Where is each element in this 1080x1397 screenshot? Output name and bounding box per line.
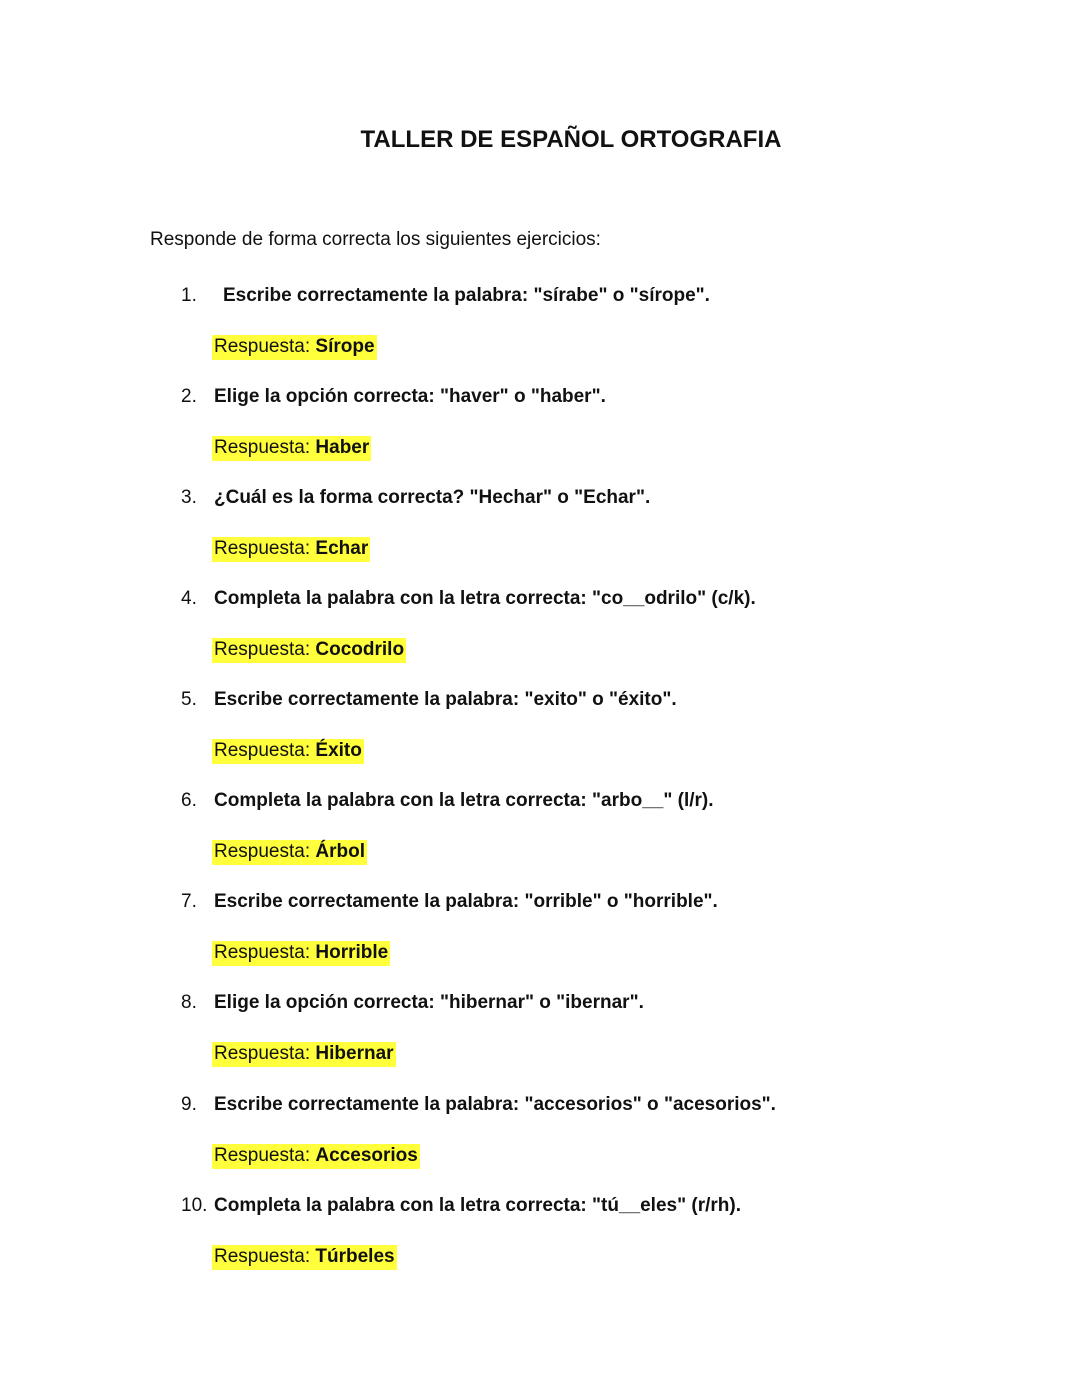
answer-label: Respuesta: (214, 1246, 311, 1267)
answer-value: Echar (315, 538, 369, 559)
answer-value: Accesorios (315, 1145, 418, 1166)
answer-label: Respuesta: (214, 336, 311, 357)
answer-label: Respuesta: (214, 538, 311, 559)
answer-value: Éxito (315, 740, 362, 761)
exercise-question: Completa la palabra con la letra correcta: "co__odrilo" (c/k). (214, 588, 756, 609)
exercise-question: Escribe correctamente la palabra: "accesorios" o "acesorios". (214, 1094, 776, 1115)
exercise-answer (212, 1042, 396, 1067)
exercise-question: Elige la opción correcta: "hibernar" o "ibernar". (214, 992, 644, 1013)
instructions-text: Responde de forma correcta los siguientes ejercicios: (150, 229, 601, 250)
exercise-question: Escribe correctamente la palabra: "exito" o "éxito". (214, 689, 677, 710)
exercise-answer (212, 537, 370, 562)
exercise-question: ¿Cuál es la forma correcta? "Hechar" o "Echar". (214, 487, 651, 508)
answer-label: Respuesta: (214, 1043, 311, 1064)
answer-value: Horrible (315, 942, 389, 963)
exercise-number: 10. (181, 1195, 208, 1216)
exercise-number: 7. (181, 891, 197, 912)
answer-value: Hibernar (315, 1043, 394, 1064)
exercise-number: 9. (181, 1094, 197, 1115)
answer-label: Respuesta: (214, 1145, 311, 1166)
answer-label: Respuesta: (214, 437, 311, 458)
exercise-number: 5. (181, 689, 197, 710)
document-title: TALLER DE ESPAÑOL ORTOGRAFIA (360, 126, 782, 153)
exercise-number: 4. (181, 588, 197, 609)
answer-label: Respuesta: (214, 639, 311, 660)
exercise-number: 1. (181, 285, 197, 306)
exercise-question: Escribe correctamente la palabra: "sírabe" o "sírope". (223, 285, 710, 306)
exercise-number: 8. (181, 992, 197, 1013)
exercise-answer (212, 739, 364, 764)
exercise-answer (212, 840, 367, 865)
exercise-answer (212, 941, 390, 966)
answer-value: Haber (315, 437, 370, 458)
exercise-number: 6. (181, 790, 197, 811)
exercise-answer (212, 335, 377, 360)
exercise-number: 3. (181, 487, 197, 508)
exercise-number: 2. (181, 386, 197, 407)
answer-label: Respuesta: (214, 942, 311, 963)
exercise-answer (212, 436, 371, 461)
answer-value: Árbol (315, 841, 366, 862)
answer-value: Túrbeles (315, 1246, 395, 1267)
exercise-question: Completa la palabra con la letra correcta: "tú__eles" (r/rh). (214, 1195, 741, 1216)
answer-label: Respuesta: (214, 841, 311, 862)
exercise-question: Completa la palabra con la letra correcta: "arbo__" (l/r). (214, 790, 714, 811)
exercise-question: Escribe correctamente la palabra: "orrible" o "horrible". (214, 891, 718, 912)
exercise-question: Elige la opción correcta: "haver" o "haber". (214, 386, 606, 407)
exercise-answer (212, 1245, 397, 1270)
exercise-answer (212, 638, 406, 663)
answer-value: Cocodrilo (315, 639, 405, 660)
exercise-answer (212, 1144, 420, 1169)
answer-label: Respuesta: (214, 740, 311, 761)
answer-value: Sírope (315, 336, 375, 357)
